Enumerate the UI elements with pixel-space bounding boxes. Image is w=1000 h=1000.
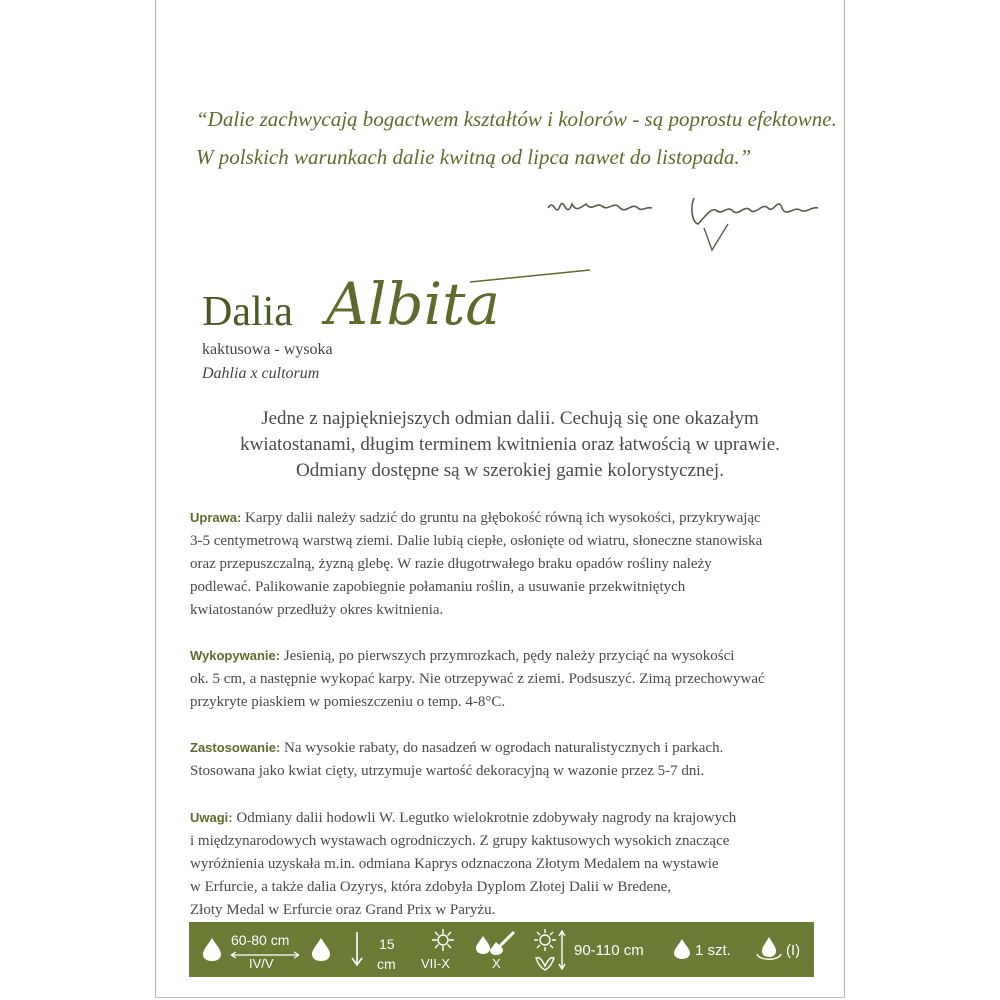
subtitle: kaktusowa - wysoka: [202, 341, 333, 358]
section-line: Stosowana jako kwiat cięty, utrzymuje wartość dekoracyjną w wazonie przez 5-7 dni.: [190, 763, 705, 779]
section-uprawa: [190, 506, 830, 622]
section-line: Odmiany dalii hodowli W. Legutko wielokrotnie zdobywały nagrody na krajowych: [232, 810, 737, 826]
product-card: [155, 0, 845, 998]
flower-height-icon: [532, 928, 566, 972]
section-line: Jesienią, po pierwszych przymrozkach, pędy należy przyciąć na wysokości: [280, 648, 735, 664]
down-arrow-icon: [349, 930, 365, 968]
flowering-period: VII-X: [421, 956, 450, 971]
sun-icon: [431, 928, 455, 952]
bulb-icon: [310, 936, 332, 962]
title-row: [202, 262, 802, 342]
section-line: Karpy dalii należy sadzić do gruntu na głębokość równą ich wysokości, przykrywając: [241, 510, 761, 526]
lead-paragraph: [190, 406, 830, 484]
latin-name: Dahlia x cultorum: [202, 365, 320, 382]
spacing-value: 60-80 cm: [231, 932, 290, 948]
section-label: Zastosowanie:: [190, 740, 281, 755]
variety-script: [320, 262, 620, 342]
section-line: ok. 5 cm, a następnie wykopać karpy. Nie otrzepywać z ziemi. Podsuszyć. Zimą przechowywać: [190, 671, 765, 687]
depth-value: 15: [379, 936, 395, 952]
class-label: (I): [786, 942, 801, 959]
lead-line: Odmiany dostępne są w szerokiej gamie kolorystycznej.: [296, 460, 724, 481]
section-line: oraz przepuszczalną, żyzną glebę. W razie długotrwałego braku opadów rośliny należy: [190, 556, 712, 572]
cut-flower-icon: [474, 930, 520, 956]
lead-line: kwiatostanami, długim terminem kwitnienia oraz łatwością w uprawie.: [240, 434, 780, 455]
drop-icon: [754, 934, 784, 964]
depth-unit: cm: [377, 956, 396, 972]
section-line: przykryte piaskiem w pomieszczeniu o temp. 4-8°C.: [190, 694, 506, 710]
cutting-period: X: [492, 956, 501, 971]
section-line: kwiatostanów przedłuży okres kwitnienia.: [190, 602, 444, 618]
planting-time: IV/V: [249, 956, 274, 971]
info-bar: [189, 922, 814, 977]
quote-line-2: W polskich warunkach dalie kwitną od lipca nawet do listopada.”: [196, 145, 752, 169]
variety-name: Albita: [326, 270, 500, 338]
bulb-icon: [673, 938, 691, 960]
section-line: wyróżnienia uzyskała m.in. odmiana Kaprys odznaczona Złotym Medalem na wystawie: [190, 856, 719, 872]
section-line: Złoty Medal w Erfurcie oraz Grand Prix w Paryżu.: [190, 902, 496, 918]
signature: [546, 178, 836, 258]
quantity: 1 szt.: [695, 942, 731, 959]
height-value: 90-110 cm: [574, 942, 644, 959]
section-line: 3-5 centymetrową warstwą ziemi. Dalie lubią ciepłe, osłonięte od wiatru, słoneczne stanowiska: [190, 533, 763, 549]
quote: [196, 100, 836, 176]
section-line: i międzynarodowych wystawach ogrodniczych. Z grupy kaktusowych wysokich znaczące: [190, 833, 730, 849]
bulb-icon: [201, 936, 223, 962]
section-line: w Erfurcie, a także dalia Ozyrys, która zdobyła Dyplom Złotej Dalii w Bredene,: [190, 879, 672, 895]
lead-line: Jedne z najpiękniejszych odmian dalii. Cechują się one okazałym: [261, 408, 759, 429]
title-word: Dalia: [202, 289, 293, 335]
section-label: Uwagi:: [190, 810, 233, 825]
section-line: podlewać. Palikowanie zapobiegnie połamaniu roślin, a usuwanie przekwitniętych: [190, 579, 686, 595]
section-label: Uprawa:: [190, 510, 242, 525]
section-line: Na wysokie rabaty, do nasadzeń w ogrodach naturalistycznych i parkach.: [280, 740, 724, 756]
section-wykopywanie: [190, 644, 830, 714]
section-uwagi: [190, 806, 830, 922]
section-zastosowanie: [190, 736, 830, 783]
quote-line-1: “Dalie zachwycają bogactwem kształtów i kolorów - są poprostu efektowne.: [196, 107, 837, 131]
section-label: Wykopywanie:: [190, 648, 281, 663]
